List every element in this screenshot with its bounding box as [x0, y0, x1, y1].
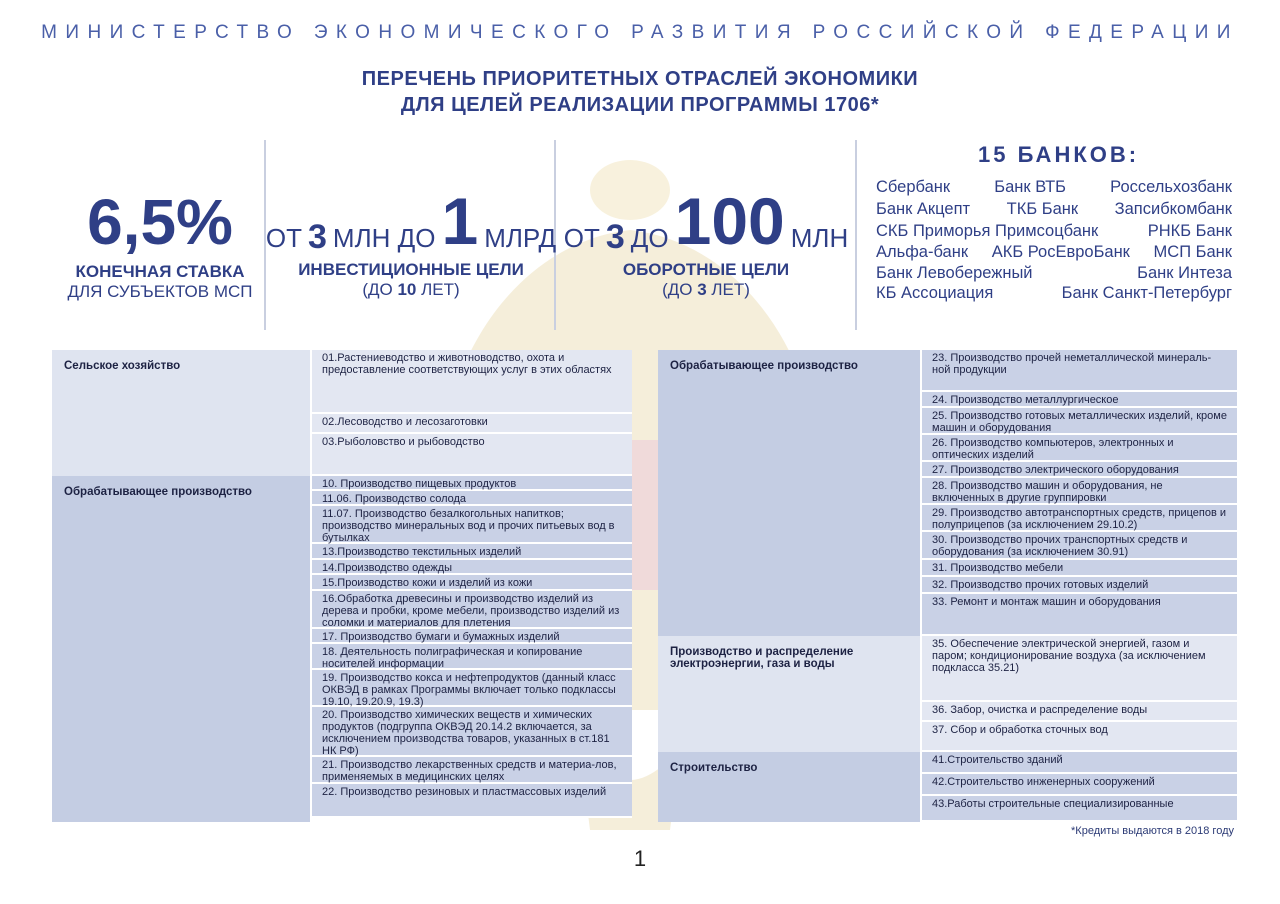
- rate-label-1: КОНЕЧНАЯ СТАВКА: [75, 262, 245, 281]
- left-table: [52, 350, 632, 822]
- invest-label-1: ИНВЕСТИЦИОННЫЕ ЦЕЛИ: [298, 260, 524, 279]
- bank-name: Банк Акцепт: [876, 200, 971, 218]
- working-to-num: 100: [674, 184, 785, 258]
- invest-label-2: (ДО 10 ЛЕТ): [362, 280, 460, 299]
- title-line-2: ДЛЯ ЦЕЛЕЙ РЕАЛИЗАЦИИ ПРОГРАММЫ 1706*: [400, 94, 880, 116]
- invest-from-num: 3: [307, 218, 327, 256]
- table-item: 37. Сбор и обработка сточных вод: [922, 722, 1237, 752]
- bank-row: [876, 243, 1232, 262]
- bank-name: СКБ Приморья Примсоцбанк: [876, 222, 1099, 240]
- table-item: 23. Производство прочей неметаллической минераль-ной продукции: [922, 350, 1237, 392]
- table-item: 35. Обеспечение электрической энергией, газом и паром; кондиционирование воздуха (за исключением подкласса 35.21): [922, 636, 1237, 702]
- bank-row: [876, 264, 1232, 283]
- bank-name: Банк Санкт-Петербург: [1061, 284, 1232, 302]
- table-item: 11.06. Производство солода: [312, 491, 632, 506]
- table-item: 25. Производство готовых металлических изделий, кроме машин и оборудования: [922, 408, 1237, 435]
- agri-category: Сельское хозяйство: [52, 350, 310, 476]
- bank-name: МСП Банк: [1153, 243, 1232, 261]
- divider-3: [855, 140, 857, 330]
- bank-row: [876, 222, 1232, 241]
- table-item: 16.Обработка древесины и производство изделий из дерева и пробки, кроме мебели, производство изделий из соломки и материалов для плетения: [312, 591, 632, 629]
- energy-category: Производство и распределение электроэнергии, газа и воды: [658, 636, 920, 752]
- agri-items: [312, 350, 632, 476]
- table-item: 24. Производство металлургическое: [922, 392, 1237, 408]
- banks-title: 15 БАНКОВ:: [978, 142, 1140, 167]
- working-from-word: ОТ: [563, 223, 600, 253]
- table-item: 20. Производство химических веществ и химических продуктов (подгруппа ОКВЭД 20.14.2 включается, за исключением производства товаров, указанных в ст.181 НК РФ): [312, 707, 632, 757]
- bank-name: Россельхозбанк: [1110, 178, 1232, 196]
- table-item: 31. Производство мебели: [922, 560, 1237, 577]
- working-stat: [558, 184, 854, 300]
- working-label-2: (ДО 3 ЛЕТ): [662, 280, 750, 299]
- invest-stat: [265, 184, 557, 300]
- table-item: 29. Производство автотранспортных средств, прицепов и полуприцепов (за исключением 29.10.2): [922, 505, 1237, 532]
- bank-name: РНКБ Банк: [1147, 222, 1232, 240]
- bank-name: Запсибкомбанк: [1114, 200, 1232, 218]
- bank-row: [876, 200, 1232, 219]
- table-item: 11.07. Производство безалкогольных напитков; производство минеральных вод и прочих питьевых вод в бутылках: [312, 506, 632, 544]
- working-label-1: ОБОРОТНЫЕ ЦЕЛИ: [622, 260, 790, 279]
- constr-items: [922, 752, 1237, 822]
- table-item: 15.Производство кожи и изделий из кожи: [312, 575, 632, 591]
- invest-to-num: 1: [441, 184, 479, 258]
- bank-name: ТКБ Банк: [1006, 200, 1079, 218]
- table-item: 30. Производство прочих транспортных средств и оборудования (за исключением 30.91): [922, 532, 1237, 560]
- table-item: 18. Деятельность полиграфическая и копирование носителей информации: [312, 644, 632, 670]
- bank-name: Сбербанк: [876, 178, 951, 196]
- rate-stat: [50, 186, 270, 302]
- table-item: 17. Производство бумаги и бумажных изделий: [312, 629, 632, 644]
- manuf-right-category: Обрабатывающее производство: [658, 350, 920, 636]
- table-item: 43.Работы строительные специализированные: [922, 796, 1237, 822]
- table-item: 42.Строительство инженерных сооружений: [922, 774, 1237, 796]
- page-title: [0, 66, 1280, 118]
- bank-row: [876, 284, 1232, 303]
- table-item: 14.Производство одежды: [312, 560, 632, 575]
- manuf-left-items: [312, 476, 632, 822]
- ministry-name: МИНИСТЕРСТВО ЭКОНОМИЧЕСКОГО РАЗВИТИЯ РОССИЙСКОЙ ФЕДЕРАЦИИ: [41, 22, 1239, 43]
- rate-value: 6,5%: [87, 186, 233, 258]
- table-item: 10. Производство пищевых продуктов: [312, 476, 632, 491]
- working-from-num: 3: [605, 218, 625, 256]
- table-item: 21. Производство лекарственных средств и материа-лов, применяемых в медицинских целях: [312, 757, 632, 784]
- bank-name: Альфа-банк: [876, 243, 969, 261]
- rate-label-2: ДЛЯ СУБЪЕКТОВ МСП: [67, 282, 253, 301]
- table-item: 02.Лесоводство и лесозаготовки: [312, 414, 632, 434]
- working-from-unit: ДО: [630, 223, 669, 253]
- agri-section: [52, 350, 632, 476]
- energy-items: [922, 636, 1237, 752]
- bank-name: Банк Левобережный: [876, 264, 1033, 282]
- energy-section: [658, 636, 1237, 752]
- table-item: 32. Производство прочих готовых изделий: [922, 577, 1237, 594]
- table-item: 41.Строительство зданий: [922, 752, 1237, 774]
- bank-name: Банк Интеза: [1137, 264, 1232, 282]
- invest-to-unit: МЛРД: [484, 223, 557, 253]
- manuf-left-category: Обрабатывающее производство: [52, 476, 310, 822]
- right-table: [658, 350, 1237, 822]
- manuf-right-section: [658, 350, 1237, 636]
- bank-row: [876, 178, 1232, 197]
- invest-from-unit: МЛН ДО: [332, 223, 436, 253]
- table-item: 28. Производство машин и оборудования, не включенных в другие группировки: [922, 478, 1237, 505]
- title-line-1: ПЕРЕЧЕНЬ ПРИОРИТЕТНЫХ ОТРАСЛЕЙ ЭКОНОМИКИ: [361, 68, 919, 90]
- table-item: 33. Ремонт и монтаж машин и оборудования: [922, 594, 1237, 636]
- bank-name: Банк ВТБ: [994, 178, 1067, 196]
- table-item: 27. Производство электрического оборудования: [922, 462, 1237, 478]
- working-to-unit: МЛН: [790, 223, 849, 253]
- bank-name: АКБ РосЕвроБанк: [991, 243, 1130, 261]
- constr-section: [658, 752, 1237, 822]
- invest-from-word: ОТ: [265, 223, 302, 253]
- page-number: 1: [633, 846, 647, 871]
- table-item: 03.Рыболовство и рыбоводство: [312, 434, 632, 476]
- table-item: 26. Производство компьютеров, электронных и оптических изделий: [922, 435, 1237, 462]
- footnote: *Кредиты выдаются в 2018 году: [1071, 825, 1234, 837]
- manuf-left-section: [52, 476, 632, 822]
- table-item: 01.Растениеводство и животноводство, охота и предоставление соответствующих услуг в этих областях: [312, 350, 632, 414]
- table-item: 19. Производство кокса и нефтепродуктов (данный класс ОКВЭД в рамках Программы включает только подклассы 19.10, 19.20.9, 19.3): [312, 670, 632, 707]
- bank-name: КБ Ассоциация: [876, 284, 994, 302]
- table-item: 22. Производство резиновых и пластмассовых изделий: [312, 784, 632, 818]
- manuf-right-items: [922, 350, 1237, 636]
- table-item: 13.Производство текстильных изделий: [312, 544, 632, 560]
- table-item: 36. Забор, очистка и распределение воды: [922, 702, 1237, 722]
- constr-category: Строительство: [658, 752, 920, 822]
